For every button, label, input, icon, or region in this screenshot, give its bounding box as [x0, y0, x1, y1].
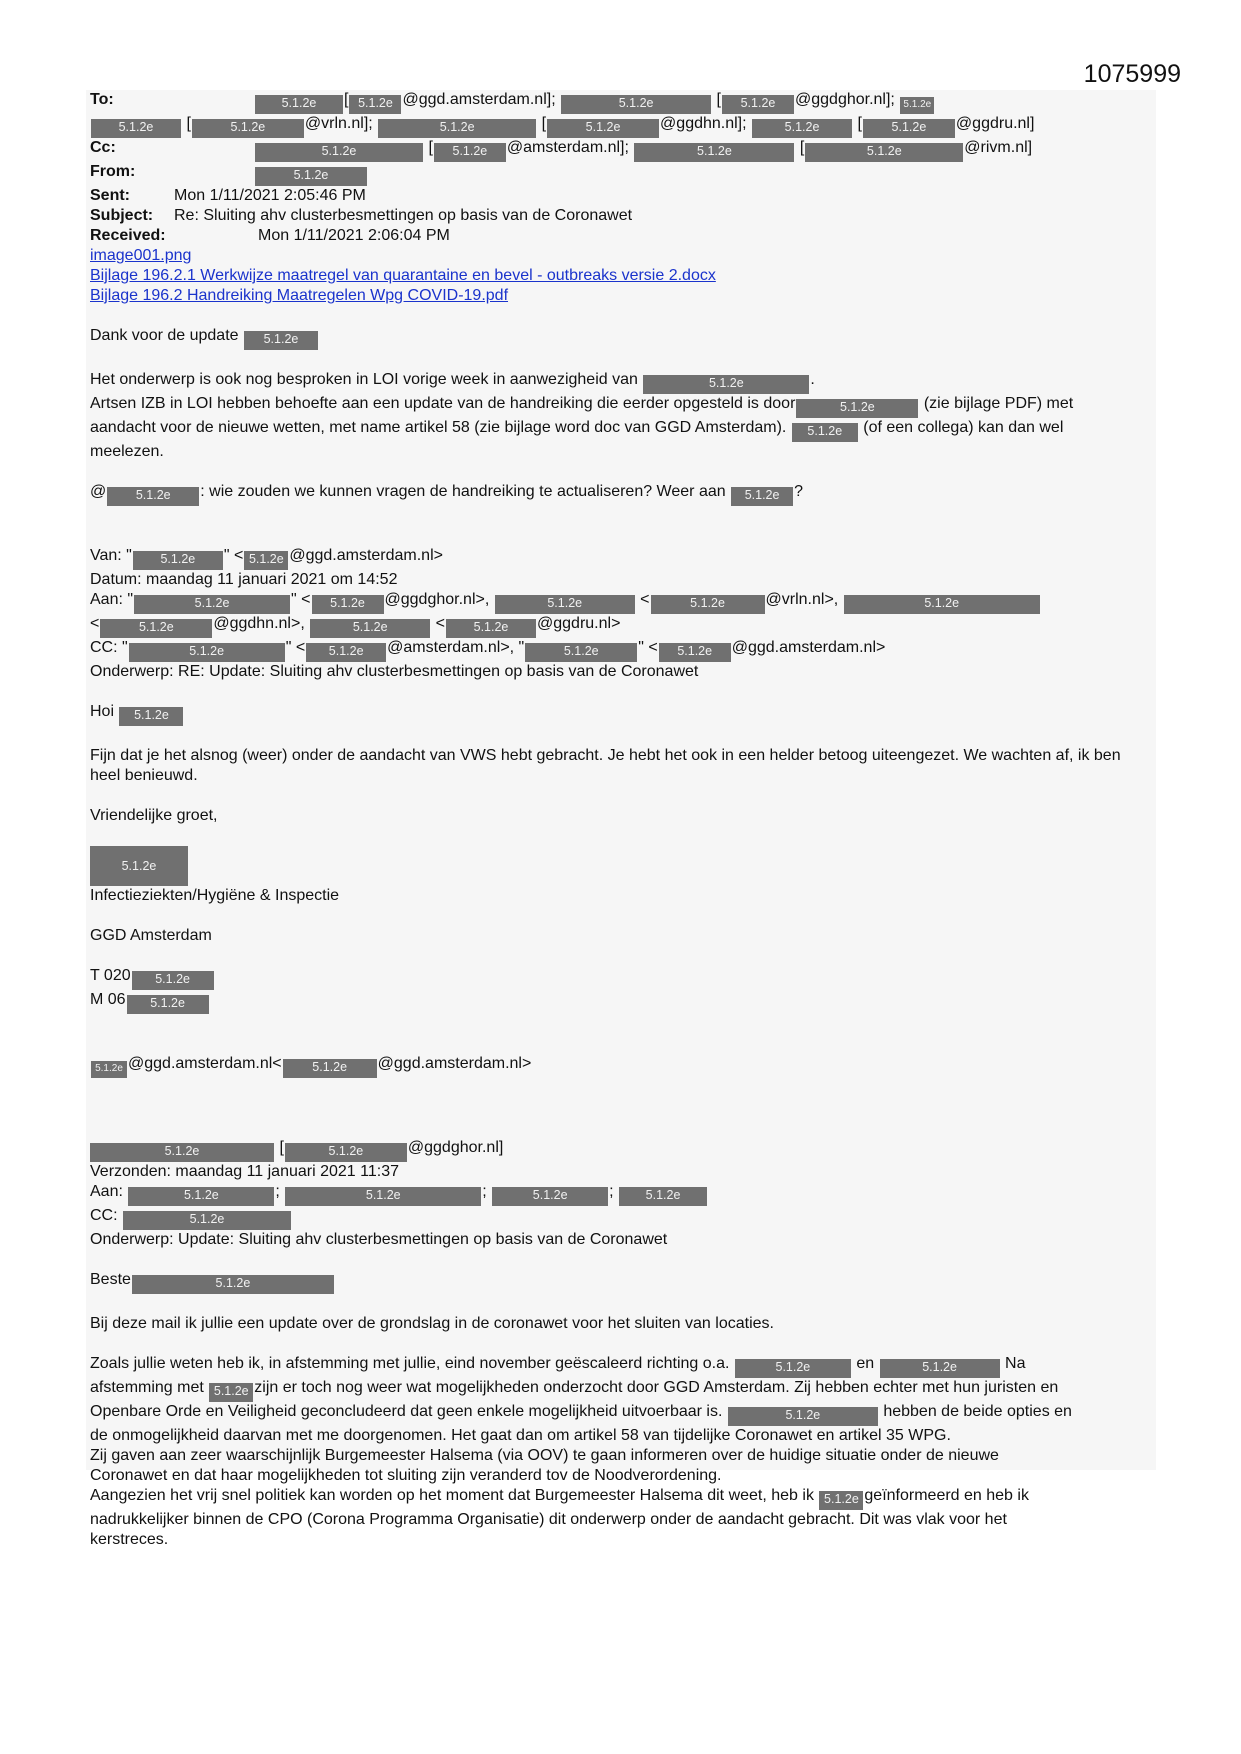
onderwerp-line: Onderwerp: RE: Update: Sluiting ahv clusterbesmettingen op basis van de Coronawet: [90, 663, 699, 680]
redaction: 5.1.2e: [132, 1275, 334, 1294]
redaction: 5.1.2e: [244, 551, 288, 570]
document-id: 1075999: [1083, 60, 1181, 88]
redaction: 5.1.2e: [192, 119, 304, 138]
redaction: 5.1.2e: [129, 643, 285, 662]
redaction: 5.1.2e: [731, 487, 793, 506]
email-content: To: 5.1.2e [ 5.1.2e @ggd.amsterdam.nl]; 5.1.2e [ 5.1.2e @ggdghor.nl]; 5.1.2e 5.1.2e [ 5.1.2e @vrln.nl]; 5.1.2e [ 5.1.2e @ggdhn.nl]; 5.1.2e [ 5.1.2e @ggdru.nl] Cc: 5.1.2e [ 5.1.2e @amsterdam.nl]; 5.1.2e [ 5.1.2e @rivm.nl] From: 5.1.2e Sent: Mon 1/11/2021 2:05:46 PM Subject: Re: Sluiting ahv clusterbesmettingen op basis van de Coronawet Received: Mon 1/11/2021 2:06:04 PM image001.png Bijlage 196.2.1 Werkwijze maatregel van quarantaine en bevel - outbreaks versie 2.docx Bijlage 196.2 Handreiking Maatregelen Wpg COVID-19.pdf Dank voor de update 5.1.2e Het onderwerp is ook nog besproken in LOI vorige week in aanwezigheid van 5.1.2e . Artsen IZB in LOI hebben behoefte aan een update van de handreiking die eerder opgesteld is door 5.1.2e (zie bijlage PDF) met aandacht voor de nieuwe wetten, met name artikel 58 (zie bijlage word doc van GGD Amsterdam). 5.1.2e (of een collega) kan dan wel meelezen. @ 5.1.2e : wie zouden we kunnen vragen de handreiking te actualiseren? Weer aan 5.1.2e ? Van: " 5.1.2e " < 5.1.2e @ggd.amsterdam.nl> Datum: maandag 11 januari 2021 om 14:52 Aan: " 5.1.2e " < 5.1.2e @ggdghor.nl>, 5.1.2e < 5.1.2e @vrln.nl>, 5.1.2e < 5.1.2e @ggdhn.nl>, 5.1.2e < 5.1.2e @ggdru.nl> CC: " 5.1.2e " < 5.1.2e @amsterdam.nl>, " 5.1.2e " < 5.1.2e @ggd.amsterdam.nl> Onderwerp: RE: Update: Sluiting ahv clusterbesmettingen op basis van de Coronawet Hoi 5.1.2e Fijn dat je het alsnog (weer) onder de aandacht van VWS hebt gebracht. Je hebt het ook in een helder betoog uiteengezet. We wachten af, ik ben heel benieuwd. Vriendelijke groet, 5.1.2e Infectieziekten/Hygiëne & Inspectie GGD Amsterdam T 020 5.1.2e M 06 5.1.2e 5.1.2e @ggd.amsterdam.nl< 5.1.2e @ggd.amsterdam.nl> 5.1.2e [ 5.1.2e @ggdghor.nl] Verzonden: maandag 11 januari 2021 11:37 Aan: 5.1.2e ; 5.1.2e ; 5.1.2e ; 5.1.2e CC: 5.1.2e Onderwerp: Update: Sluiting ahv clusterbesmettingen op basis van de Coronawet Beste 5.1.2e Bij deze mail ik jullie een update over de grondslag in de coronawet voor het sluiten van locaties. Zoals jullie weten heb ik, in afstemming met jullie, eind november geëscaleerd richting o.a. 5.1.2e en 5.1.2e Na afstemming met 5.1.2e zijn er toch nog weer wat mogelijkheden onderzocht door GGD Amsterdam. Zij hebben echter met hun juristen en Openbare Orde en Veiligheid geconcludeerd dat geen enkele mogelijkheid uitvoerbaar is. 5.1.2e hebben de beide opties en de onmogelijkheid daarvan met me doorgenomen. Het gaat dan om artikel 58 van tijdelijke Coronawet en artikel 35 WPG. Zij gaven aan zeer waarschijnlijk Burgemeester Halsema (via OOV) te gaan informeren over de huidige situatie onder de nieuwe Coronawet en dat haar mogelijkheden tot sluiting zijn veranderd tov de Noodverordening. Aangezien het vrij snel politiek kan worden op het moment dat Burgemeester Halsema dit weet, heb ik 5.1.2e geïnformeerd en heb ik nadrukkelijker binnen de CPO (Corona Programma Organisatie) dit onderwerp onder de aandacht gebracht. Dit was vlak voor het kerstreces.: [90, 90, 1150, 1550]
signature-email: 5.1.2e @ggd.amsterdam.nl< 5.1.2e @ggd.amsterdam.nl>: [90, 1054, 1150, 1078]
redaction: 5.1.2e: [378, 119, 536, 138]
redaction: 5.1.2e: [434, 143, 506, 162]
attachment-link[interactable]: Bijlage 196.2 Handreiking Maatregelen Wpg COVID-19.pdf: [90, 287, 509, 304]
redaction: 5.1.2e: [634, 143, 794, 162]
redaction: 5.1.2e: [752, 119, 852, 138]
redaction: 5.1.2e: [91, 119, 181, 138]
redaction: 5.1.2e: [735, 1359, 851, 1378]
redaction: 5.1.2e: [722, 95, 794, 114]
aan-line-2: Aan: 5.1.2e ; 5.1.2e ; 5.1.2e ; 5.1.2e: [90, 1182, 1150, 1206]
redaction: 5.1.2e: [100, 619, 212, 638]
sent-line: Sent: Mon 1/11/2021 2:05:46 PM: [90, 187, 366, 204]
redaction: 5.1.2e: [844, 595, 1040, 614]
redaction: 5.1.2e: [127, 995, 209, 1014]
redaction: 5.1.2e: [728, 1407, 878, 1426]
to-line-2: 5.1.2e [ 5.1.2e @vrln.nl]; 5.1.2e [ 5.1.2e @ggdhn.nl]; 5.1.2e [ 5.1.2e @ggdru.nl]: [90, 114, 1150, 138]
redaction: 5.1.2e: [285, 1187, 481, 1206]
datum-line: Datum: maandag 11 januari 2021 om 14:52: [90, 571, 398, 588]
paragraph: Zoals jullie weten heb ik, in afstemming met jullie, eind november geëscaleerd richting o.a. 5.1.2e en 5.1.2e Na: [90, 1354, 1150, 1378]
redaction: 5.1.2e: [792, 423, 858, 442]
cc-line: Cc: 5.1.2e [ 5.1.2e @amsterdam.nl]; 5.1.2e [ 5.1.2e @rivm.nl]: [90, 138, 1150, 162]
paragraph: @ 5.1.2e : wie zouden we kunnen vragen de handreiking te actualiseren? Weer aan 5.1.2e ?: [90, 482, 1150, 506]
redaction: 5.1.2e: [283, 1059, 377, 1078]
redaction: 5.1.2e: [91, 1061, 127, 1078]
redaction: 5.1.2e: [796, 399, 918, 418]
redaction: 5.1.2e: [209, 1383, 253, 1402]
signature-dept: Infectieziekten/Hygiëne & Inspectie: [90, 887, 340, 904]
msg3-from-line: 5.1.2e [ 5.1.2e @ggdghor.nl]: [90, 1138, 1150, 1162]
redaction: 5.1.2e: [819, 1491, 863, 1510]
redaction: 5.1.2e: [133, 551, 223, 570]
redaction: 5.1.2e: [547, 119, 659, 138]
redaction: 5.1.2e: [619, 1187, 707, 1206]
redaction: 5.1.2e: [643, 375, 809, 394]
redaction: 5.1.2e: [561, 95, 711, 114]
to-line: To: 5.1.2e [ 5.1.2e @ggd.amsterdam.nl]; 5.1.2e [ 5.1.2e @ggdghor.nl]; 5.1.2e: [90, 90, 1150, 114]
redaction: 5.1.2e: [651, 595, 765, 614]
paragraph: Bij deze mail ik jullie een update over de grondslag in de coronawet voor het sluiten van locaties.: [90, 1315, 774, 1332]
redaction: 5.1.2e: [495, 595, 635, 614]
redaction: 5.1.2e: [255, 167, 367, 186]
redaction: 5.1.2e: [863, 119, 955, 138]
redaction: 5.1.2e: [880, 1359, 1000, 1378]
redaction: 5.1.2e: [446, 619, 536, 638]
redaction: 5.1.2e: [306, 643, 386, 662]
paragraph: Dank voor de update 5.1.2e: [90, 326, 1150, 350]
redaction: 5.1.2e: [255, 95, 343, 114]
redaction: 5.1.2e: [492, 1187, 608, 1206]
paragraph: Fijn dat je het alsnog (weer) onder de aandacht van VWS hebt gebracht. Je hebt het ook in een helder betoog uiteengezet. We wachten af, ik ben heel benieuwd.: [90, 747, 1121, 784]
received-line: Received: Mon 1/11/2021 2:06:04 PM: [90, 227, 450, 244]
redaction: 5.1.2e: [349, 95, 401, 114]
redaction: 5.1.2e: [134, 595, 290, 614]
redaction: 5.1.2e: [119, 707, 183, 726]
redaction: 5.1.2e: [90, 846, 188, 886]
from-line: From: 5.1.2e: [90, 162, 1150, 186]
cc-line-2: CC: " 5.1.2e " < 5.1.2e @amsterdam.nl>, " 5.1.2e " < 5.1.2e @ggd.amsterdam.nl>: [90, 638, 1150, 662]
cc-line-3: CC: 5.1.2e: [90, 1206, 1150, 1230]
redaction: 5.1.2e: [132, 971, 214, 990]
subject-line: Subject: Re: Sluiting ahv clusterbesmettingen op basis van de Coronawet: [90, 207, 633, 224]
redaction: 5.1.2e: [128, 1187, 274, 1206]
onderwerp-line-2: Onderwerp: Update: Sluiting ahv clusterbesmettingen op basis van de Coronawet: [90, 1231, 668, 1248]
van-line: Van: " 5.1.2e " < 5.1.2e @ggd.amsterdam.nl>: [90, 546, 1150, 570]
redaction: 5.1.2e: [310, 619, 430, 638]
redaction: 5.1.2e: [90, 1143, 274, 1162]
redaction: 5.1.2e: [244, 331, 318, 350]
redaction: 5.1.2e: [123, 1211, 291, 1230]
attachment-link[interactable]: image001.png: [90, 247, 192, 264]
redaction: 5.1.2e: [659, 643, 731, 662]
redaction: 5.1.2e: [255, 143, 423, 162]
signature-org: GGD Amsterdam: [90, 927, 212, 944]
redaction: 5.1.2e: [805, 143, 963, 162]
redaction: 5.1.2e: [312, 595, 384, 614]
redaction: 5.1.2e: [285, 1143, 407, 1162]
attachment-link[interactable]: Bijlage 196.2.1 Werkwijze maatregel van quarantaine en bevel - outbreaks versie 2.docx: [90, 267, 716, 284]
paragraph: Het onderwerp is ook nog besproken in LOI vorige week in aanwezigheid van 5.1.2e .: [90, 370, 1150, 394]
aan-line: Aan: " 5.1.2e " < 5.1.2e @ggdghor.nl>, 5.1.2e < 5.1.2e @vrln.nl>, 5.1.2e: [90, 590, 1150, 614]
redaction: 5.1.2e: [107, 487, 199, 506]
verzonden-line: Verzonden: maandag 11 januari 2021 11:37: [90, 1163, 399, 1180]
redaction: 5.1.2e: [525, 643, 637, 662]
redaction: 5.1.2e: [900, 97, 934, 114]
